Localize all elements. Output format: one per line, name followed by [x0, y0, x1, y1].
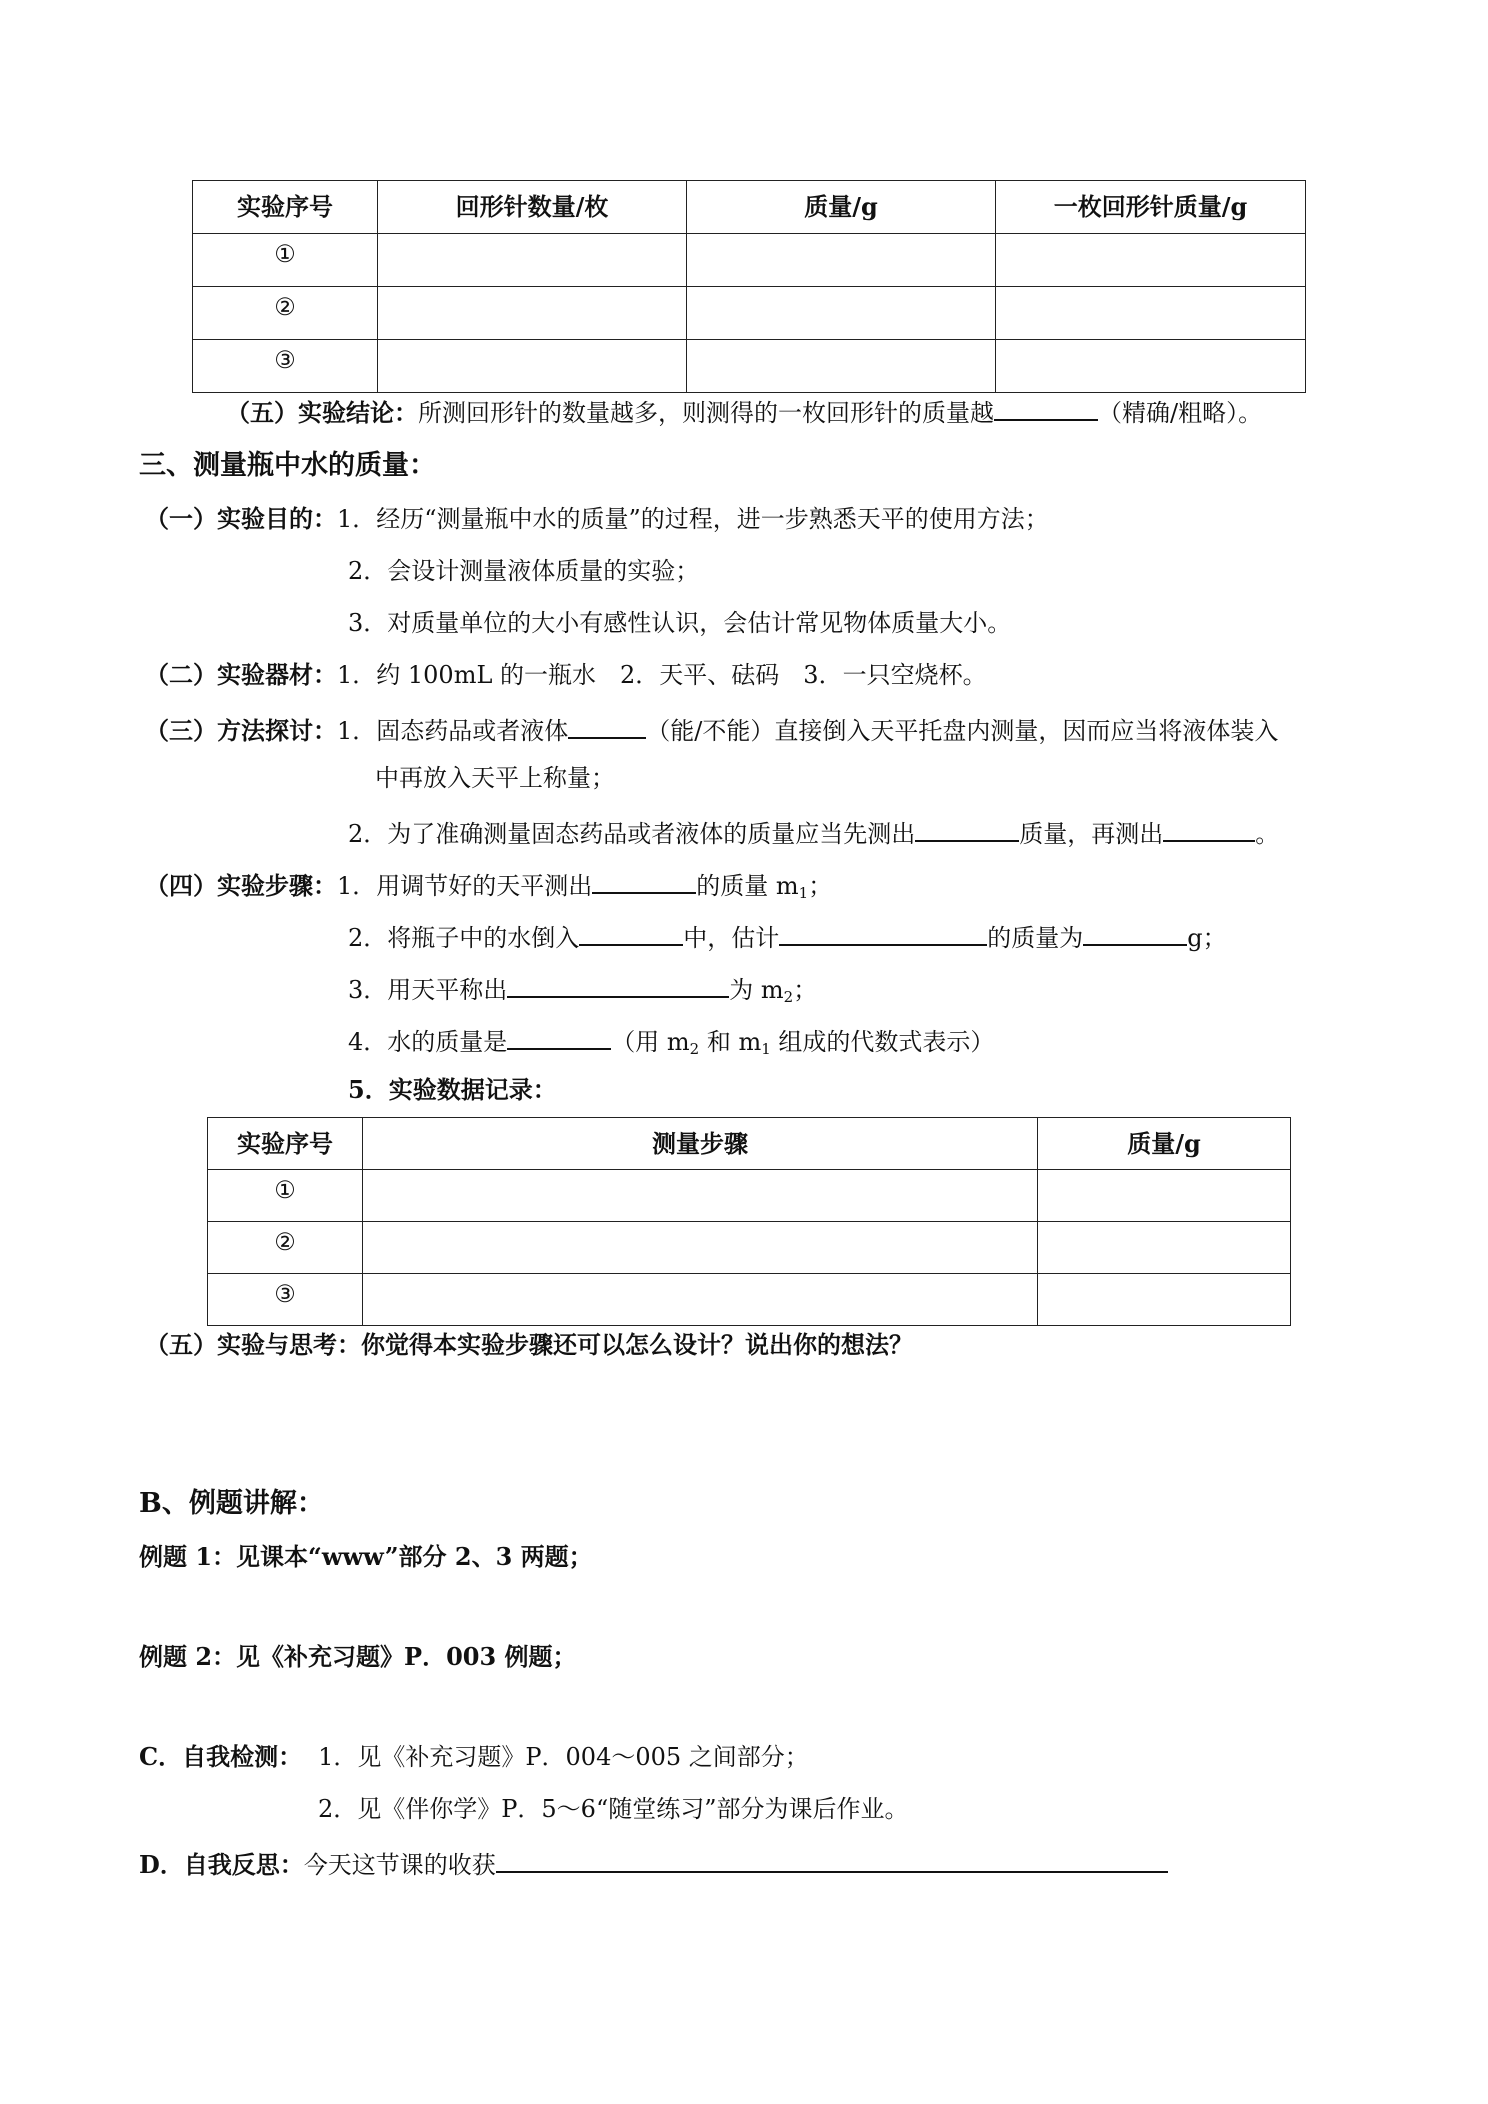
step-2 — [348, 922, 1227, 950]
cell-single-mass[interactable] — [996, 234, 1306, 287]
step2-blank-2[interactable] — [779, 922, 987, 946]
cell-mass[interactable] — [1038, 1274, 1291, 1326]
table-row — [193, 340, 1306, 393]
method-line-1-cont: 中再放入天平上称量； — [375, 764, 615, 792]
subscript: 1 — [798, 884, 809, 902]
method-blank-1[interactable] — [915, 818, 1019, 842]
step-text: 1．用调节好的天平测出 — [337, 872, 593, 900]
cell-mass[interactable] — [1038, 1222, 1291, 1274]
equipment-line — [145, 660, 987, 689]
step-text: （用 m — [611, 1028, 690, 1056]
equipment-text: 1．约 100mL 的一瓶水 2．天平、砝码 3．一只空烧杯。 — [337, 661, 987, 689]
row-index: ① — [208, 1170, 363, 1222]
example-2: 例题 2：见《补充习题》P．003 例题； — [139, 1642, 577, 1671]
step-5: 5．实验数据记录： — [348, 1075, 557, 1104]
self-check-label: C．自我检测： — [139, 1742, 303, 1771]
cell-count[interactable] — [378, 234, 687, 287]
self-check-item-2: 2．见《伴你学》P．5～6“随堂练习”部分为课后作业。 — [318, 1795, 909, 1823]
clip-mass-table — [192, 180, 1306, 393]
table-row — [208, 1170, 1291, 1222]
purpose-item-3: 3．对质量单位的大小有感性认识，会估计常见物体质量大小。 — [348, 609, 1012, 637]
step-text: ； — [808, 872, 833, 900]
step-text: 2．将瓶子中的水倒入 — [348, 924, 580, 952]
cell-mass[interactable] — [687, 287, 996, 340]
step-text: 为 m — [729, 976, 784, 1004]
row-index: ② — [208, 1222, 363, 1274]
purpose-item-2: 2．会设计测量液体质量的实验； — [348, 557, 700, 585]
self-reflection-blank[interactable] — [496, 1849, 1168, 1873]
method-blank-can[interactable] — [568, 715, 646, 739]
step-text: 的质量 m — [696, 872, 799, 900]
step-text: 和 m — [699, 1028, 762, 1056]
step1-blank[interactable] — [592, 870, 696, 894]
purpose-label: （一）实验目的： — [145, 504, 337, 533]
cell-step[interactable] — [363, 1222, 1038, 1274]
table-row — [193, 287, 1306, 340]
method-line-2 — [348, 818, 1279, 846]
step2-blank-1[interactable] — [579, 922, 683, 946]
table2-header-step: 测量步骤 — [363, 1118, 1038, 1170]
step-text: 中，估计 — [683, 924, 780, 952]
conclusion-blank[interactable] — [994, 397, 1098, 421]
step-text: 组成的代数式表示） — [770, 1028, 995, 1056]
row-index: ③ — [208, 1274, 363, 1326]
method-text: 质量，再测出 — [1019, 820, 1164, 848]
step-text: g； — [1187, 924, 1227, 952]
method-text: 1．固态药品或者液体 — [337, 717, 569, 745]
cell-single-mass[interactable] — [996, 340, 1306, 393]
method-text: （能/不能）直接倒入天平托盘内测量，因而应当将液体装入 — [646, 717, 1279, 745]
table1-header-single-mass: 一枚回形针质量/g — [996, 181, 1306, 234]
equipment-label: （二）实验器材： — [145, 660, 337, 689]
table2-header-mass: 质量/g — [1038, 1118, 1291, 1170]
conclusion-options: （精确/粗略）。 — [1098, 399, 1263, 427]
subscript: 2 — [689, 1040, 700, 1058]
cell-step[interactable] — [363, 1274, 1038, 1326]
self-reflection-text: 今天这节课的收获 — [303, 1851, 496, 1879]
method-label: （三）方法探讨： — [145, 716, 337, 745]
experiment-conclusion — [226, 397, 1262, 425]
step3-blank[interactable] — [507, 974, 729, 998]
cell-mass[interactable] — [687, 340, 996, 393]
method-text: 2．为了准确测量固态药品或者液体的质量应当先测出 — [348, 820, 916, 848]
table2-header-index: 实验序号 — [208, 1118, 363, 1170]
method-blank-2[interactable] — [1163, 818, 1255, 842]
step-text: ； — [793, 976, 818, 1004]
step-text: 的质量为 — [987, 924, 1084, 952]
cell-count[interactable] — [378, 340, 687, 393]
section-title: 三、测量瓶中水的质量： — [139, 450, 436, 481]
table1-header-count: 回形针数量/枚 — [378, 181, 687, 234]
step-text: 3．用天平称出 — [348, 976, 508, 1004]
purpose-text-1: 1．经历“测量瓶中水的质量”的过程，进一步熟悉天平的使用方法； — [337, 505, 1049, 533]
conclusion-label: （五）实验结论： — [226, 398, 418, 427]
purpose-item-1 — [145, 504, 1049, 533]
table1-header-index: 实验序号 — [193, 181, 378, 234]
table1-header-mass: 质量/g — [687, 181, 996, 234]
self-reflection-label: D．自我反思： — [139, 1850, 304, 1879]
subscript: 1 — [761, 1040, 771, 1058]
self-check-line-1 — [139, 1742, 809, 1771]
cell-mass[interactable] — [1038, 1170, 1291, 1222]
method-line-1 — [145, 715, 1278, 743]
step-text: 4．水的质量是 — [348, 1028, 508, 1056]
cell-mass[interactable] — [687, 234, 996, 287]
step-1 — [145, 870, 832, 901]
step-4 — [348, 1026, 994, 1057]
step-3 — [348, 974, 817, 1005]
example-1: 例题 1：见课本“www”部分 2、3 两题； — [139, 1542, 593, 1571]
row-index: ② — [193, 287, 378, 340]
cell-count[interactable] — [378, 287, 687, 340]
step2-blank-3[interactable] — [1083, 922, 1187, 946]
cell-step[interactable] — [363, 1170, 1038, 1222]
step4-blank[interactable] — [507, 1026, 611, 1050]
row-index: ① — [193, 234, 378, 287]
subscript: 2 — [783, 988, 794, 1006]
steps-label: （四）实验步骤： — [145, 871, 337, 900]
table-row — [208, 1222, 1291, 1274]
section-b-title: B、例题讲解： — [139, 1488, 324, 1519]
conclusion-text: 所测回形针的数量越多，则测得的一枚回形针的质量越 — [418, 399, 994, 427]
table-row — [208, 1274, 1291, 1326]
cell-single-mass[interactable] — [996, 287, 1306, 340]
thinking-question: （五）实验与思考：你觉得本实验步骤还可以怎么设计？说出你的想法？ — [145, 1330, 913, 1359]
self-check-item-1: 1．见《补充习题》P．004～005 之间部分； — [318, 1743, 809, 1771]
method-text: 。 — [1255, 820, 1280, 848]
row-index: ③ — [193, 340, 378, 393]
water-mass-table — [207, 1117, 1291, 1326]
table-row — [193, 234, 1306, 287]
self-reflection — [139, 1849, 1168, 1877]
